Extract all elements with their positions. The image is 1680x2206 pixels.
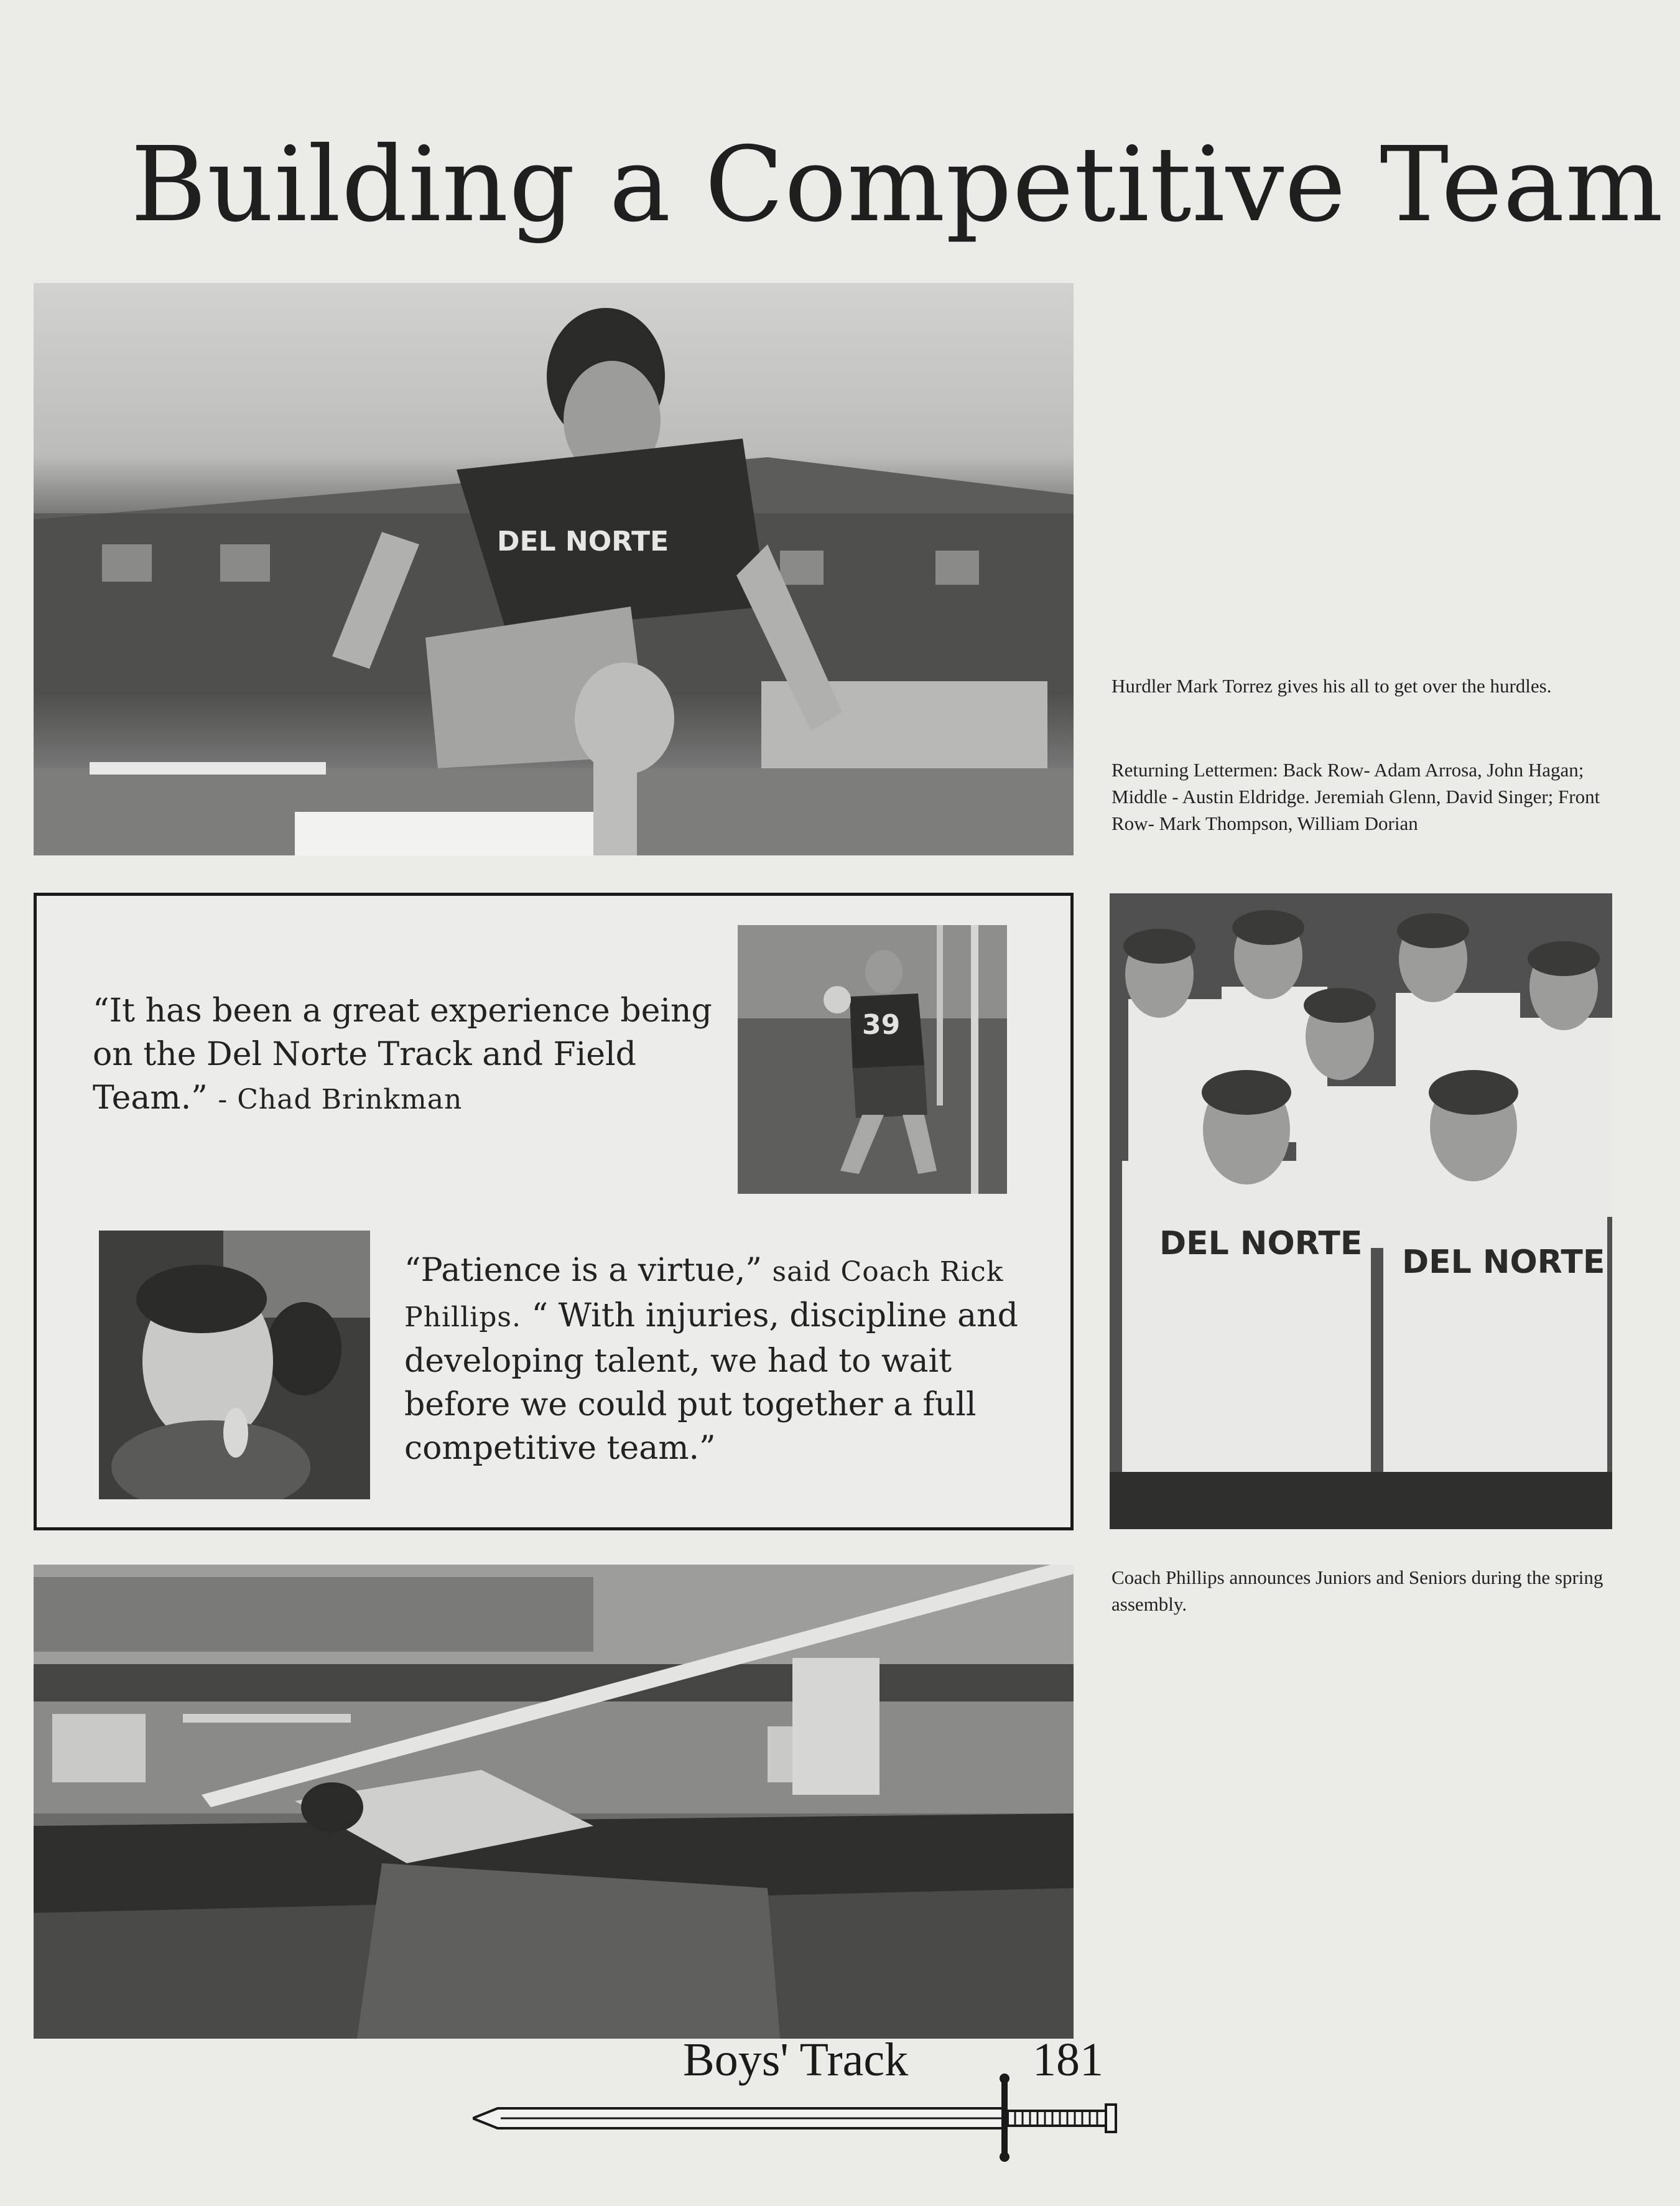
thrower-photo	[738, 925, 1007, 1194]
quote-box	[34, 893, 1074, 1530]
chad-quote	[93, 989, 733, 1122]
shirt-lettering: DEL NORTE	[1402, 1244, 1605, 1281]
section-label: Boys' Track	[683, 2034, 909, 2086]
coach-quote-text: “ With injuries, discipline and developing talent, we had to wait before we could put together a full competitive team.”	[404, 1297, 1018, 1467]
coach-quote-lead: “Patience is a virtue,”	[404, 1252, 762, 1289]
coach-caption: Coach Phillips announces Juniors and Seniors during the spring assembly.	[1111, 1566, 1603, 1615]
coach-photo	[99, 1231, 370, 1499]
shirt-lettering: DEL NORTE	[497, 526, 669, 557]
hurdler-caption: Hurdler Mark Torrez gives his all to get over the hurdles.	[1111, 675, 1552, 697]
chad-quote-text: “It has been a great experience being on the Del Norte Track and Field Team.”	[93, 992, 712, 1117]
shirt-lettering: DEL NORTE	[1159, 1225, 1363, 1262]
page-title: Building a Competitive Team	[131, 125, 1664, 245]
page-number: 181	[1033, 2034, 1103, 2086]
chad-quote-attribution: - Chad Brinkman	[218, 1084, 463, 1115]
lettermen-photo	[1110, 893, 1612, 1529]
sword-icon	[473, 2056, 1132, 2162]
hurdler-photo	[34, 283, 1074, 855]
jersey-number: 39	[862, 1009, 901, 1041]
coach-quote-said: said Coach Rick Phillips.	[404, 1256, 1004, 1333]
lettermen-caption: Returning Lettermen: Back Row- Adam Arrosa, John Hagan; Middle - Austin Eldridge. Jeremiah Glenn, David Singer; Front Row- Mark Thompson, William Dorian	[1111, 759, 1600, 834]
high-jump-photo	[34, 1565, 1074, 2039]
coach-quote	[404, 1249, 1039, 1470]
